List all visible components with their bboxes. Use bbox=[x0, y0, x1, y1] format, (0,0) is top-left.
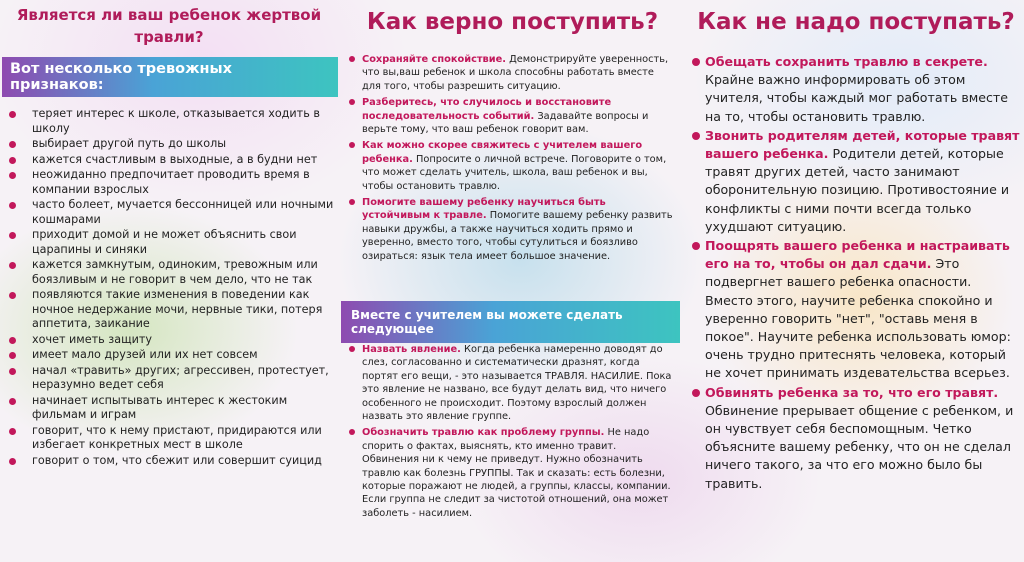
teacher-banner: Вместе с учителем вы можете сделать следующее bbox=[341, 301, 680, 343]
signs-banner: Вот несколько тревожных признаков: bbox=[2, 57, 338, 97]
item-highlight: Назвать явление. bbox=[362, 344, 461, 355]
item-text: Задавайте вопросы и верьте тому, что ваш ребенок говорит вам. bbox=[362, 110, 649, 136]
signs-title: Является ли ваш ребенок жертвой травли? bbox=[16, 6, 322, 46]
list-item: кажется замкнутым, одиноким, тревожным или боязливым и не говорит в чем дело, что не так bbox=[0, 258, 338, 287]
list-item: хочет иметь защиту bbox=[0, 333, 338, 348]
list-item: появляются такие изменения в поведении как ночное недержание мочи, нервные тики, потеря аппетита, заикание bbox=[0, 288, 338, 332]
list-item: приходит домой и не может объяснить свои царапины и синяки bbox=[0, 228, 338, 257]
list-item: имеет мало друзей или их нет совсем bbox=[0, 348, 338, 363]
do-title: Как верно поступить? bbox=[366, 9, 659, 35]
list-item bbox=[340, 139, 675, 193]
item-highlight: Поощрять вашего ребенка и настраивать его на то, чтобы он дал сдачи. bbox=[705, 238, 1010, 272]
item-text: Когда ребенка намеренно доводят до слез, согласованно и систематически дразнят, когда портят его вещи, - это называется ТРАВЛЯ. НАСИЛИЕ. Пока это явление не названо, все будут делать вид, что ничего особенного не происходит. Поэтому взрослый должен назвать это явление группе. bbox=[362, 344, 672, 423]
item-text: Не надо спорить о фактах, выяснять, кто именно травит. Обвинения ни к чему не приведут. Нужно обозначить травлю как болезнь ГРУППЫ. Так и сказать: есть болезни, которые поражают не людей, а группы, классы, компании. Если группа не следит за чистотой отношений, она может заболеть - насилием. bbox=[362, 427, 671, 519]
item-highlight: Звонить родителям детей, которые травят вашего ребенка. bbox=[705, 127, 1020, 162]
list-item bbox=[688, 53, 1020, 126]
list-item bbox=[340, 96, 675, 136]
dont-title: Как не надо поступать? bbox=[697, 9, 1015, 35]
item-highlight: Обещать сохранить травлю в секрете. bbox=[705, 54, 988, 69]
dont-list bbox=[688, 53, 1020, 494]
item-highlight: Сохраняйте спокойствие. bbox=[362, 54, 506, 65]
item-text: Попросите о личной встрече. Поговорите о том, что может сделать учитель, школа, ваш ребенок и вы, чтобы остановить травлю. bbox=[362, 153, 667, 192]
list-item bbox=[688, 384, 1020, 493]
list-item: начинает испытывать интерес к жестоким фильмам и играм bbox=[0, 394, 338, 423]
list-item bbox=[340, 53, 675, 93]
list-item: теряет интерес к школе, отказывается ходить в школу bbox=[0, 107, 338, 136]
list-item: неожиданно предпочитает проводить время в компании взрослых bbox=[0, 168, 338, 197]
item-highlight: Помогите вашему ребенку научиться быть устойчивым к травле. bbox=[362, 197, 606, 222]
list-item: выбирает другой путь до школы bbox=[0, 137, 338, 152]
list-item: часто болеет, мучается бессонницей или ночными кошмарами bbox=[0, 198, 338, 227]
list-item: начал «травить» других; агрессивен, протестует, неразумно ведет себя bbox=[0, 364, 338, 393]
item-text: Родители детей, которые травят других детей, часто занимают оборонительную позицию. Противостояние и конфликты с ними почти всегда только ухудшают ситуацию. bbox=[705, 146, 1010, 234]
item-highlight: Как можно скорее свяжитесь с учителем вашего ребенка. bbox=[362, 140, 643, 165]
item-text: Обвинение прерывает общение с ребенком, и он чувствует себя беспомощным. Четко объясните вашему ребенку, что он не сделал ничего такого, за что его можно было бы травить. bbox=[705, 402, 1014, 491]
column-do bbox=[340, 0, 685, 519]
list-item: говорит, что к нему пристают, придираются или избегает конкретных мест в школе bbox=[0, 424, 338, 453]
teacher-list bbox=[340, 343, 675, 523]
item-highlight: Разберитесь, что случилось и восстановите последовательность событий. bbox=[362, 97, 612, 122]
item-highlight: Обвинять ребенка за то, что его травят. bbox=[705, 384, 999, 400]
signs-list bbox=[0, 107, 338, 468]
item-text: Демонстрируйте уверенность, что вы,ваш ребенок и школа способны работать вместе для того, чтобы разрешить ситуацию. bbox=[362, 54, 669, 92]
list-item bbox=[688, 127, 1020, 236]
item-text: Помогите вашему ребенку развить навыки дружбы, а также научиться ходить прямо и уверенно, вместо того, чтобы сутулиться и боязливо озираться: язык тела имеет большое значение. bbox=[362, 210, 673, 262]
list-item bbox=[340, 426, 675, 520]
list-item: кажется счастливым в выходные, а в будни нет bbox=[0, 153, 338, 168]
item-text: Крайне важно информировать об этом учителя, чтобы каждый мог работать вместе на то, чтобы остановить травлю. bbox=[705, 72, 1009, 124]
list-item bbox=[340, 196, 675, 263]
column-signs bbox=[0, 0, 338, 469]
item-text: Это подвергнет вашего ребенка опасности. Вместо этого, научите ребенка спокойно и уверенно говорить "нет", "оставь меня в покое". Научите ребенка использовать юмор: очень трудно притеснять человека, который не хочет принимать издевательства всерьез. bbox=[705, 256, 1011, 381]
item-highlight: Обозначить травлю как проблему группы. bbox=[362, 427, 605, 439]
column-dont bbox=[688, 0, 1024, 491]
list-item bbox=[340, 343, 675, 423]
list-item bbox=[688, 237, 1020, 383]
do-list bbox=[340, 53, 675, 266]
list-item: говорит о том, что сбежит или совершит суицид bbox=[0, 454, 338, 469]
